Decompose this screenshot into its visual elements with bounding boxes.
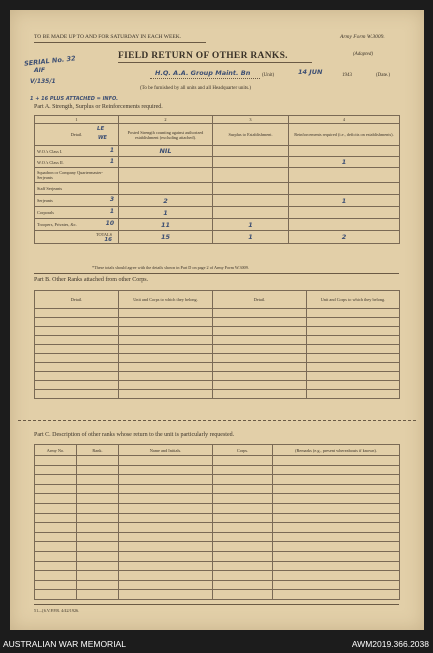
part-c-cell [119, 561, 213, 571]
part-c-cell [35, 523, 77, 533]
strength-row-reinf: 1 [289, 195, 400, 207]
part-b-cell [213, 390, 307, 399]
part-c-cell [35, 475, 77, 485]
part-b-cell [35, 318, 119, 327]
part-c-cell [35, 484, 77, 494]
part-b-cell [35, 336, 119, 345]
part-c-cell [273, 503, 400, 513]
part-c-cell [273, 484, 400, 494]
strength-row-establishment: 1 [109, 158, 114, 165]
part-c-header-corps: Corps. [213, 445, 273, 456]
strength-row-establishment: 3 [109, 196, 114, 203]
date-value: 14 JUN [298, 68, 323, 76]
archive-accession-number: AWM2019.366.2038 [351, 639, 429, 649]
part-c-cell [35, 465, 77, 475]
part-c-cell [213, 484, 273, 494]
part-c-row [35, 523, 400, 533]
part-c-cell [77, 571, 119, 581]
strength-row [35, 146, 400, 157]
part-a-table [34, 115, 400, 244]
part-c-cell [119, 523, 213, 533]
part-b-cell [35, 381, 119, 390]
part-c-cell [273, 523, 400, 533]
part-c-cell [77, 513, 119, 523]
strength-row-label: Corporals [37, 210, 54, 215]
part-c-cell [35, 580, 77, 590]
part-c-cell [213, 503, 273, 513]
top-note: TO BE MADE UP TO AND FOR SATURDAY IN EACH WEEK. [34, 34, 182, 40]
strength-row [35, 219, 400, 231]
part-c-cell [77, 551, 119, 561]
strength-row-surplus [213, 157, 289, 168]
strength-row-label: Serjeants [37, 198, 53, 203]
handwritten-we: WE [98, 135, 107, 141]
part-b-cell [119, 354, 213, 363]
part-b-cell [119, 381, 213, 390]
totals-row [35, 231, 400, 244]
part-c-cell [273, 590, 400, 600]
part-c-cell [273, 513, 400, 523]
part-b-cell [213, 363, 307, 372]
part-c-cell [35, 503, 77, 513]
part-b-header-detail-2: Detail. [213, 291, 307, 309]
part-c-cell [213, 523, 273, 533]
part-c-cell [213, 571, 273, 581]
col-number: 1 [35, 116, 119, 124]
strength-row [35, 207, 400, 219]
strength-row-posted: 11 [119, 219, 213, 231]
part-b-cell [307, 327, 400, 336]
part-c-cell [119, 456, 213, 466]
part-c-cell [77, 484, 119, 494]
strength-row-reinf [289, 183, 400, 195]
archive-name: AUSTRALIAN WAR MEMORIAL [3, 639, 126, 649]
part-c-row [35, 465, 400, 475]
part-b-cell [35, 345, 119, 354]
part-c-cell [119, 503, 213, 513]
part-c-title: Part C. Description of other ranks whose return to the unit is particularly requested. [34, 432, 235, 438]
strength-row-label: Squadron or Company Quartermaster-Serjeants [37, 170, 103, 180]
part-b-cell [119, 309, 213, 318]
part-b-row [35, 354, 400, 363]
part-c-cell [213, 551, 273, 561]
part-b-cell [307, 381, 400, 390]
part-c-cell [119, 590, 213, 600]
part-c-row [35, 571, 400, 581]
part-b-title: Part B. Other Ranks attached from other Corps. [34, 277, 149, 283]
part-c-cell [273, 561, 400, 571]
part-c-cell [273, 580, 400, 590]
strength-row-posted: 2 [119, 195, 213, 207]
part-c-row [35, 503, 400, 513]
totals-posted: 15 [119, 231, 213, 244]
part-b-row [35, 390, 400, 399]
part-b-cell [213, 318, 307, 327]
part-b-cell [35, 309, 119, 318]
header-posted-strength: Posted Strength counting against authorized establishment (excluding attached). [119, 124, 213, 146]
part-b-table [34, 290, 400, 399]
part-c-cell [77, 503, 119, 513]
part-c-cell [77, 494, 119, 504]
part-c-cell [213, 494, 273, 504]
part-b-cell [119, 363, 213, 372]
handwritten-serial: SERIAL No. 32 [23, 54, 76, 68]
form-title: FIELD RETURN OF OTHER RANKS. [118, 51, 288, 61]
part-b-cell [213, 345, 307, 354]
col-number: 3 [213, 116, 289, 124]
strength-row-label: Troopers, Privates, &c. [37, 222, 77, 227]
part-c-row [35, 494, 400, 504]
part-b-row [35, 345, 400, 354]
part-c-cell [35, 561, 77, 571]
part-c-cell [77, 465, 119, 475]
strength-row-reinf: 1 [289, 157, 400, 168]
part-c-cell [119, 532, 213, 542]
part-c-cell [77, 542, 119, 552]
year-value: 1943 [342, 73, 352, 78]
strength-row-establishment: 1 [109, 147, 114, 154]
part-c-header-rank: Rank. [77, 445, 119, 456]
part-c-cell [119, 475, 213, 485]
totals-reinforcements: 2 [289, 231, 400, 244]
part-b-cell [307, 345, 400, 354]
strength-row [35, 195, 400, 207]
part-b-cell [213, 354, 307, 363]
part-c-cell [213, 532, 273, 542]
strength-row-reinf [289, 207, 400, 219]
strength-row-surplus [213, 207, 289, 219]
header-reinforcements: Reinforcements required (i.e., deficits on establishments). [289, 124, 400, 146]
handwritten-reference: V/135/1 [30, 78, 56, 85]
part-b-cell [35, 372, 119, 381]
part-b-header-detail: Detail. [35, 291, 119, 309]
header-surplus: Surplus to Establishment. [213, 124, 289, 146]
part-b-cell [307, 354, 400, 363]
strength-row-surplus [213, 195, 289, 207]
part-c-cell [35, 494, 77, 504]
part-c-header-name: Name and Initials. [119, 445, 213, 456]
part-b-row [35, 336, 400, 345]
part-c-cell [273, 456, 400, 466]
part-c-cell [213, 542, 273, 552]
strength-row-establishment: 10 [105, 220, 114, 227]
part-c-cell [213, 465, 273, 475]
totals-surplus: 1 [213, 231, 289, 244]
part-b-cell [119, 318, 213, 327]
part-b-row [35, 381, 400, 390]
part-c-header-remarks: (Remarks (e.g., present whereabouts if known). [273, 445, 400, 456]
part-c-cell [213, 513, 273, 523]
part-c-cell [213, 456, 273, 466]
date-label: (Date.) [376, 73, 391, 78]
part-c-cell [273, 475, 400, 485]
part-c-cell [77, 580, 119, 590]
part-c-cell [213, 561, 273, 571]
strength-row-surplus: 1 [213, 219, 289, 231]
part-c-cell [119, 580, 213, 590]
part-c-cell [77, 523, 119, 533]
part-c-cell [35, 590, 77, 600]
strength-row-label: W.O.'s Class II. [37, 159, 64, 165]
totals-we: 16 [104, 236, 112, 243]
strength-row [35, 183, 400, 195]
handwritten-aif: AIF [34, 67, 45, 74]
part-b-cell [307, 336, 400, 345]
part-b-row [35, 363, 400, 372]
strength-row-surplus [213, 146, 289, 157]
part-c-table [34, 444, 400, 600]
part-b-header-unit-corps-2: Unit and Corps to which they belong. [307, 291, 400, 309]
unit-value: H.Q. A.A. Group Maint. Bn [155, 69, 251, 77]
part-c-row [35, 561, 400, 571]
part-c-cell [35, 571, 77, 581]
part-a-title: Part A. Strength, Surplus or Reinforcements required. [34, 104, 163, 110]
part-b-row [35, 372, 400, 381]
strength-row-surplus [213, 168, 289, 183]
strength-row-label: W.O.'s Class I. [37, 148, 63, 154]
strength-row-posted [119, 183, 213, 195]
part-c-cell [35, 532, 77, 542]
part-b-cell [213, 372, 307, 381]
part-b-cell [119, 345, 213, 354]
adapted-note: (Adapted) [353, 52, 373, 57]
strength-row [35, 157, 400, 168]
part-c-cell [119, 542, 213, 552]
part-b-cell [307, 363, 400, 372]
part-b-cell [35, 327, 119, 336]
part-c-cell [273, 542, 400, 552]
part-a-footnote: *These totals should agree with the details shown in Part D on page 2 of Army Form W.3009. [92, 265, 249, 270]
part-c-cell [35, 551, 77, 561]
part-c-cell [119, 484, 213, 494]
strength-row-establishment: 1 [109, 208, 114, 215]
strength-row-reinf [289, 168, 400, 183]
part-b-cell [35, 363, 119, 372]
strength-row-reinf [289, 219, 400, 231]
part-c-cell [77, 532, 119, 542]
archive-footer [0, 634, 433, 653]
strength-row-label: Staff Serjeants [37, 186, 63, 191]
part-c-cell [35, 456, 77, 466]
part-c-row [35, 513, 400, 523]
part-b-cell [307, 309, 400, 318]
part-c-cell [119, 513, 213, 523]
part-c-cell [213, 590, 273, 600]
part-c-cell [77, 456, 119, 466]
strength-row [35, 168, 400, 183]
furnished-note: (To be furnished by all units and all Headquarter units.) [140, 86, 252, 91]
col-number: 4 [289, 116, 400, 124]
part-b-cell [119, 327, 213, 336]
part-b-row [35, 318, 400, 327]
part-b-cell [307, 390, 400, 399]
part-b-cell [213, 381, 307, 390]
part-c-cell [273, 465, 400, 475]
part-c-cell [273, 532, 400, 542]
part-c-cell [119, 551, 213, 561]
part-c-cell [35, 542, 77, 552]
part-b-cell [119, 390, 213, 399]
unit-label: (Unit) [262, 73, 275, 78]
part-c-cell [77, 590, 119, 600]
part-c-row [35, 532, 400, 542]
strength-row-posted: NIL [119, 146, 213, 157]
header-detail: Detail. [70, 132, 83, 137]
part-c-row [35, 542, 400, 552]
part-c-row [35, 484, 400, 494]
part-c-row [35, 551, 400, 561]
part-c-cell [35, 513, 77, 523]
strength-row-posted [119, 157, 213, 168]
totals-label: TOTALS [95, 231, 112, 237]
part-c-cell [273, 571, 400, 581]
part-b-cell [119, 336, 213, 345]
strength-row-posted: 1 [119, 207, 213, 219]
part-b-cell [307, 318, 400, 327]
strength-row-surplus [213, 183, 289, 195]
part-c-cell [119, 494, 213, 504]
part-b-row [35, 309, 400, 318]
army-form-number: Army Form W.3009. [340, 34, 385, 40]
part-c-row [35, 456, 400, 466]
part-b-header-unit-corps: Unit and Corps to which they belong. [119, 291, 213, 309]
part-c-cell [273, 494, 400, 504]
part-c-cell [213, 580, 273, 590]
part-c-row [35, 590, 400, 600]
part-c-row [35, 580, 400, 590]
part-c-header-army-no: Army No. [35, 445, 77, 456]
part-c-cell [77, 561, 119, 571]
print-code: 51—[6.V.P.P.R. 4/42/1926. [34, 608, 80, 613]
part-c-cell [119, 571, 213, 581]
col-number: 2 [119, 116, 213, 124]
handwritten-le: LE [97, 126, 105, 132]
strength-row-reinf [289, 146, 400, 157]
part-c-cell [119, 465, 213, 475]
part-b-cell [35, 390, 119, 399]
part-b-cell [35, 354, 119, 363]
part-b-cell [213, 327, 307, 336]
part-c-cell [213, 475, 273, 485]
part-b-cell [213, 309, 307, 318]
handwritten-attached-note: 1 + 16 PLUS ATTACHED = INFO. [30, 96, 119, 102]
part-c-row [35, 475, 400, 485]
part-c-cell [273, 551, 400, 561]
part-b-row [35, 327, 400, 336]
part-b-cell [213, 336, 307, 345]
strength-row-posted [119, 168, 213, 183]
part-b-cell [119, 372, 213, 381]
part-b-cell [307, 372, 400, 381]
part-c-cell [77, 475, 119, 485]
